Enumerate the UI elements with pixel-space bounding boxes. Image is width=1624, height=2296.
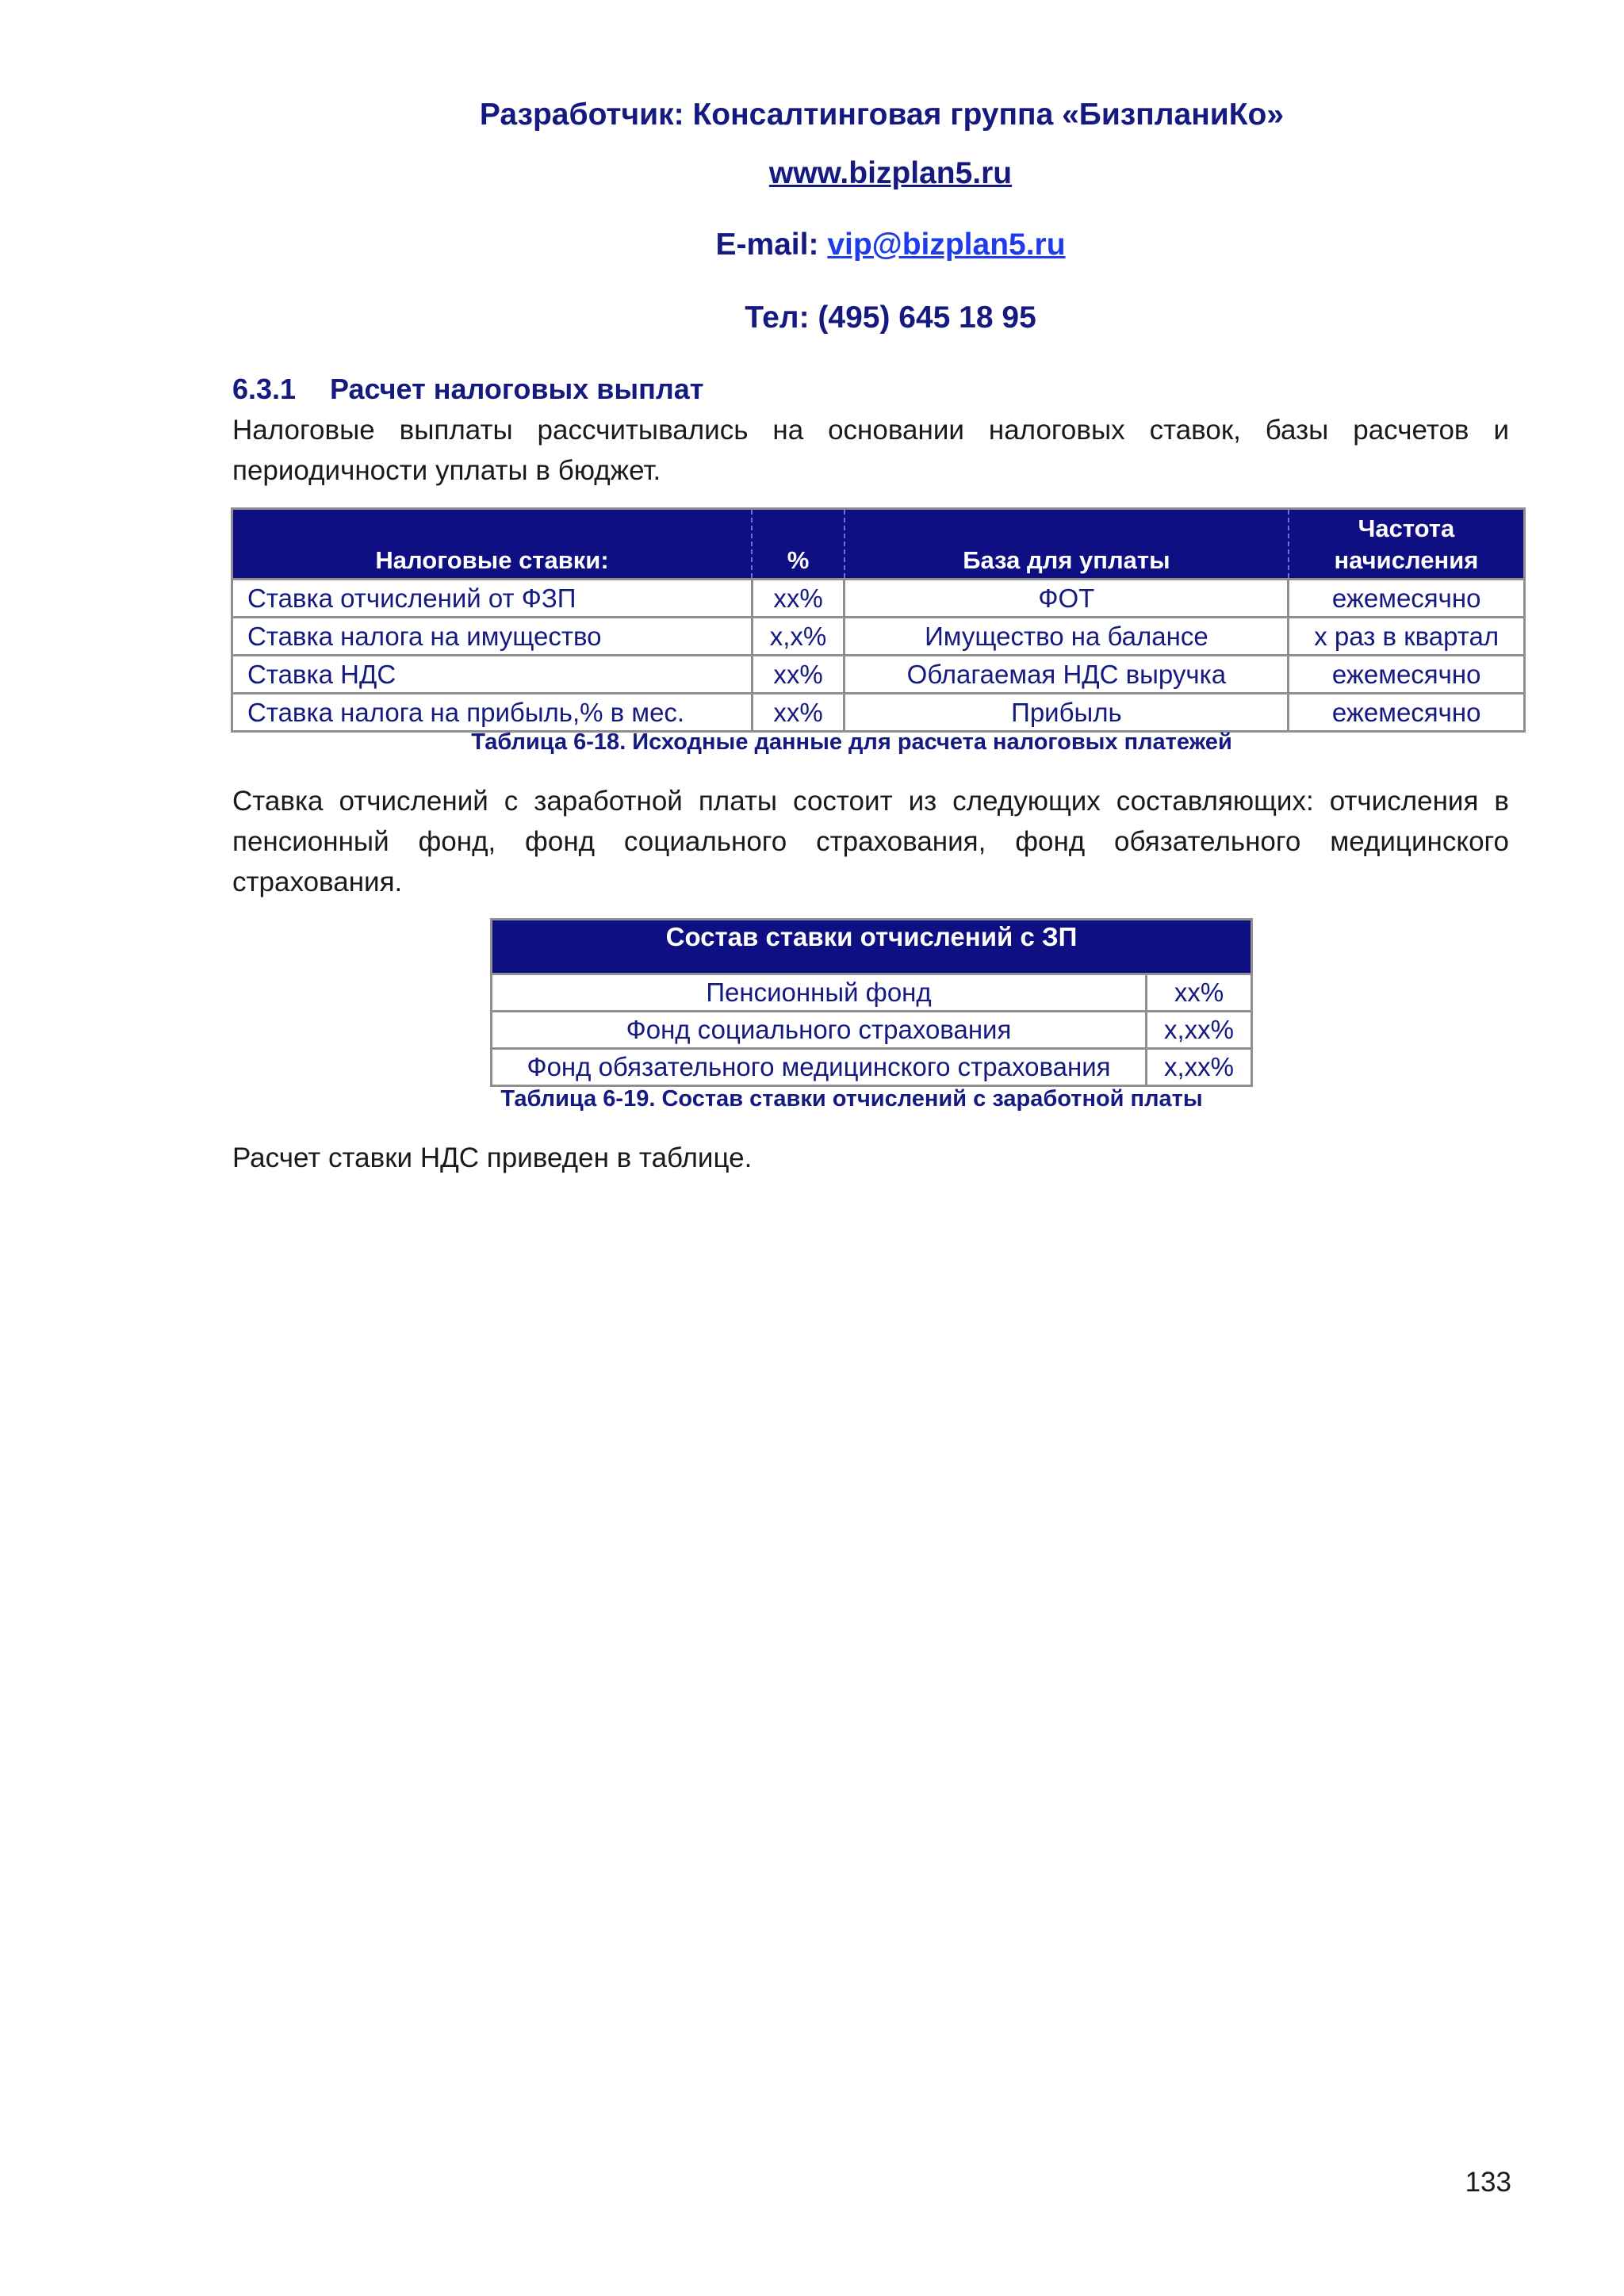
- rate-base: Имущество на балансе: [845, 618, 1289, 656]
- fund-name: Фонд социального страхования: [492, 1012, 1147, 1049]
- rate-frequency: ежемесячно: [1289, 694, 1525, 732]
- header-frequency: Частота начисления: [1289, 509, 1525, 580]
- header-composition: Состав ставки отчислений с ЗП: [492, 920, 1252, 974]
- payroll-composition-table: [490, 918, 1253, 1087]
- rate-percent: xx%: [752, 694, 845, 732]
- fund-rate: x,xx%: [1147, 1049, 1252, 1086]
- paragraph-tax-intro: Налоговые выплаты рассчитывались на основании налоговых ставок, базы расчетов и периодичности уплаты в бюджет.: [232, 415, 1509, 486]
- table-header-row: [232, 509, 1525, 580]
- table-row: [492, 1012, 1252, 1049]
- rate-percent: x,x%: [752, 618, 845, 656]
- section-heading: [232, 373, 703, 406]
- table-caption: Таблица 6-18. Исходные данные для расчета налоговых платежей: [471, 729, 1232, 755]
- rate-name: Ставка налога на прибыль,% в мес.: [232, 694, 753, 732]
- rate-name: Ставка отчислений от ФЗП: [232, 580, 753, 618]
- table-row: [232, 694, 1525, 732]
- table-row: [492, 974, 1252, 1012]
- fund-name: Пенсионный фонд: [492, 974, 1147, 1012]
- site-line: [79, 155, 1624, 192]
- rate-frequency: ежемесячно: [1289, 580, 1525, 618]
- rate-base: Прибыль: [845, 694, 1289, 732]
- paragraph-payroll-rate: Ставка отчислений с заработной платы состоит из следующих составляющих: отчисления в пенсионный фонд, фонд социального страхования, фонд обязательного медицинского страхования.: [232, 786, 1509, 897]
- rate-name: Ставка НДС: [232, 656, 753, 694]
- table-row: [492, 1049, 1252, 1086]
- email-link[interactable]: vip@bizplan5.ru: [827, 228, 1066, 262]
- rate-percent: xx%: [752, 580, 845, 618]
- email-label: E-mail:: [715, 228, 828, 262]
- tax-rates-table: [231, 507, 1526, 733]
- table-header-row: [492, 920, 1252, 974]
- header-tax-rates: Налоговые ставки:: [232, 509, 753, 580]
- fund-rate: x,xx%: [1147, 1012, 1252, 1049]
- rate-base: Облагаемая НДС выручка: [845, 656, 1289, 694]
- fund-name: Фонд обязательного медицинского страхования: [492, 1049, 1147, 1086]
- rate-frequency: x раз в квартал: [1289, 618, 1525, 656]
- table-caption: Таблица 6-19. Состав ставки отчислений с заработной платы: [500, 1086, 1203, 1112]
- header-base: База для уплаты: [845, 509, 1289, 580]
- header-percent: %: [752, 509, 845, 580]
- page-number: 133: [1465, 2167, 1511, 2198]
- rate-percent: xx%: [752, 656, 845, 694]
- rate-frequency: ежемесячно: [1289, 656, 1525, 694]
- table-row: [232, 656, 1525, 694]
- phone-line: Тел: (495) 645 18 95: [745, 300, 1036, 335]
- section-number: 6.3.1: [232, 373, 297, 405]
- table-row: [232, 618, 1525, 656]
- company-heading: Разработчик: Консалтинговая группа «БизпланиКо»: [479, 98, 1285, 132]
- section-title: Расчет налоговых выплат: [330, 373, 704, 405]
- paragraph-vat: Расчет ставки НДС приведен в таблице.: [232, 1142, 753, 1173]
- rate-name: Ставка налога на имущество: [232, 618, 753, 656]
- rate-base: ФОТ: [845, 580, 1289, 618]
- table-row: [232, 580, 1525, 618]
- fund-rate: xx%: [1147, 974, 1252, 1012]
- website-link[interactable]: www.bizplan5.ru: [768, 156, 1013, 190]
- email-line: [79, 227, 1624, 263]
